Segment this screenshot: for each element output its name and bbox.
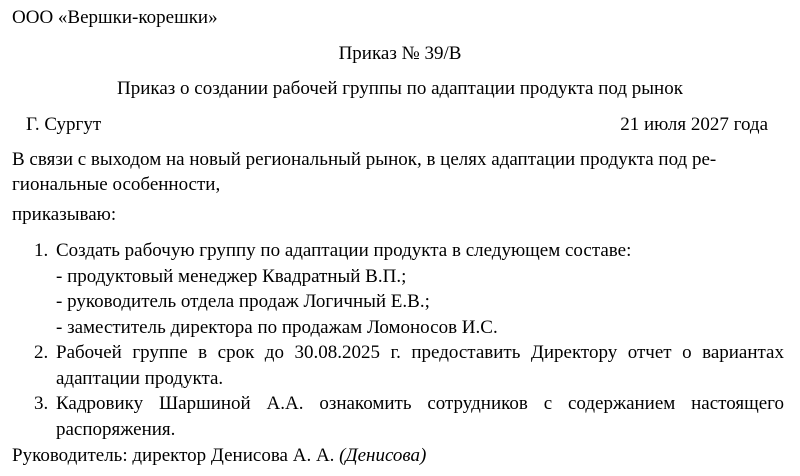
preamble xyxy=(12,148,784,197)
signature-label: Руководитель: директор Денисова А. А. xyxy=(12,445,335,466)
item-body xyxy=(56,238,784,340)
member-2: - руководитель отдела продаж Логичный Е.В.; xyxy=(56,291,430,312)
signature-name-italic: (Денисова) xyxy=(339,445,427,466)
order-title: Приказ о создании рабочей группы по адаптации продукта под рынок xyxy=(117,78,683,99)
signature-line xyxy=(12,444,426,469)
order-items xyxy=(34,238,784,442)
place-date-row xyxy=(26,113,768,138)
order-word: приказываю: xyxy=(12,204,117,225)
city: Г. Сургут xyxy=(26,114,102,135)
item-text-line-1: Кадровику Шаршиной А.А. ознакомить сотрудников с содержанием настоящего xyxy=(56,393,784,414)
organization-name: ООО «Вершки-корешки» xyxy=(12,7,218,28)
preamble-line-1: В связи с выходом на новый региональный рынок, в целях адаптации продукта под ре- xyxy=(12,149,717,170)
item-number: 2. xyxy=(34,342,49,363)
preamble-line-2: гиональные особенности, xyxy=(12,173,221,195)
item-text: Создать рабочую группу по адаптации продукта в следующем составе: xyxy=(56,240,632,261)
order-item-3 xyxy=(34,391,784,442)
item-text-line-2: адаптации продукта. xyxy=(56,367,224,389)
item-number: 3. xyxy=(34,393,49,414)
item-text-line-2: распоряжения. xyxy=(56,418,176,440)
order-date: 21 июля 2027 года xyxy=(620,114,768,135)
item-text-line-1: Рабочей группе в срок до 30.08.2025 г. предоставить Директору отчет о вариантах xyxy=(56,342,784,363)
item-body xyxy=(56,391,784,442)
member-1: - продуктовый менеджер Квадратный В.П.; xyxy=(56,265,407,287)
item-number: 1. xyxy=(34,240,49,261)
order-item-1 xyxy=(34,238,784,340)
order-number: Приказ № 39/В xyxy=(338,43,462,64)
item-body xyxy=(56,340,784,391)
member-3: - заместитель директора по продажам Ломоносов И.С. xyxy=(56,316,498,338)
order-item-2 xyxy=(34,340,784,391)
